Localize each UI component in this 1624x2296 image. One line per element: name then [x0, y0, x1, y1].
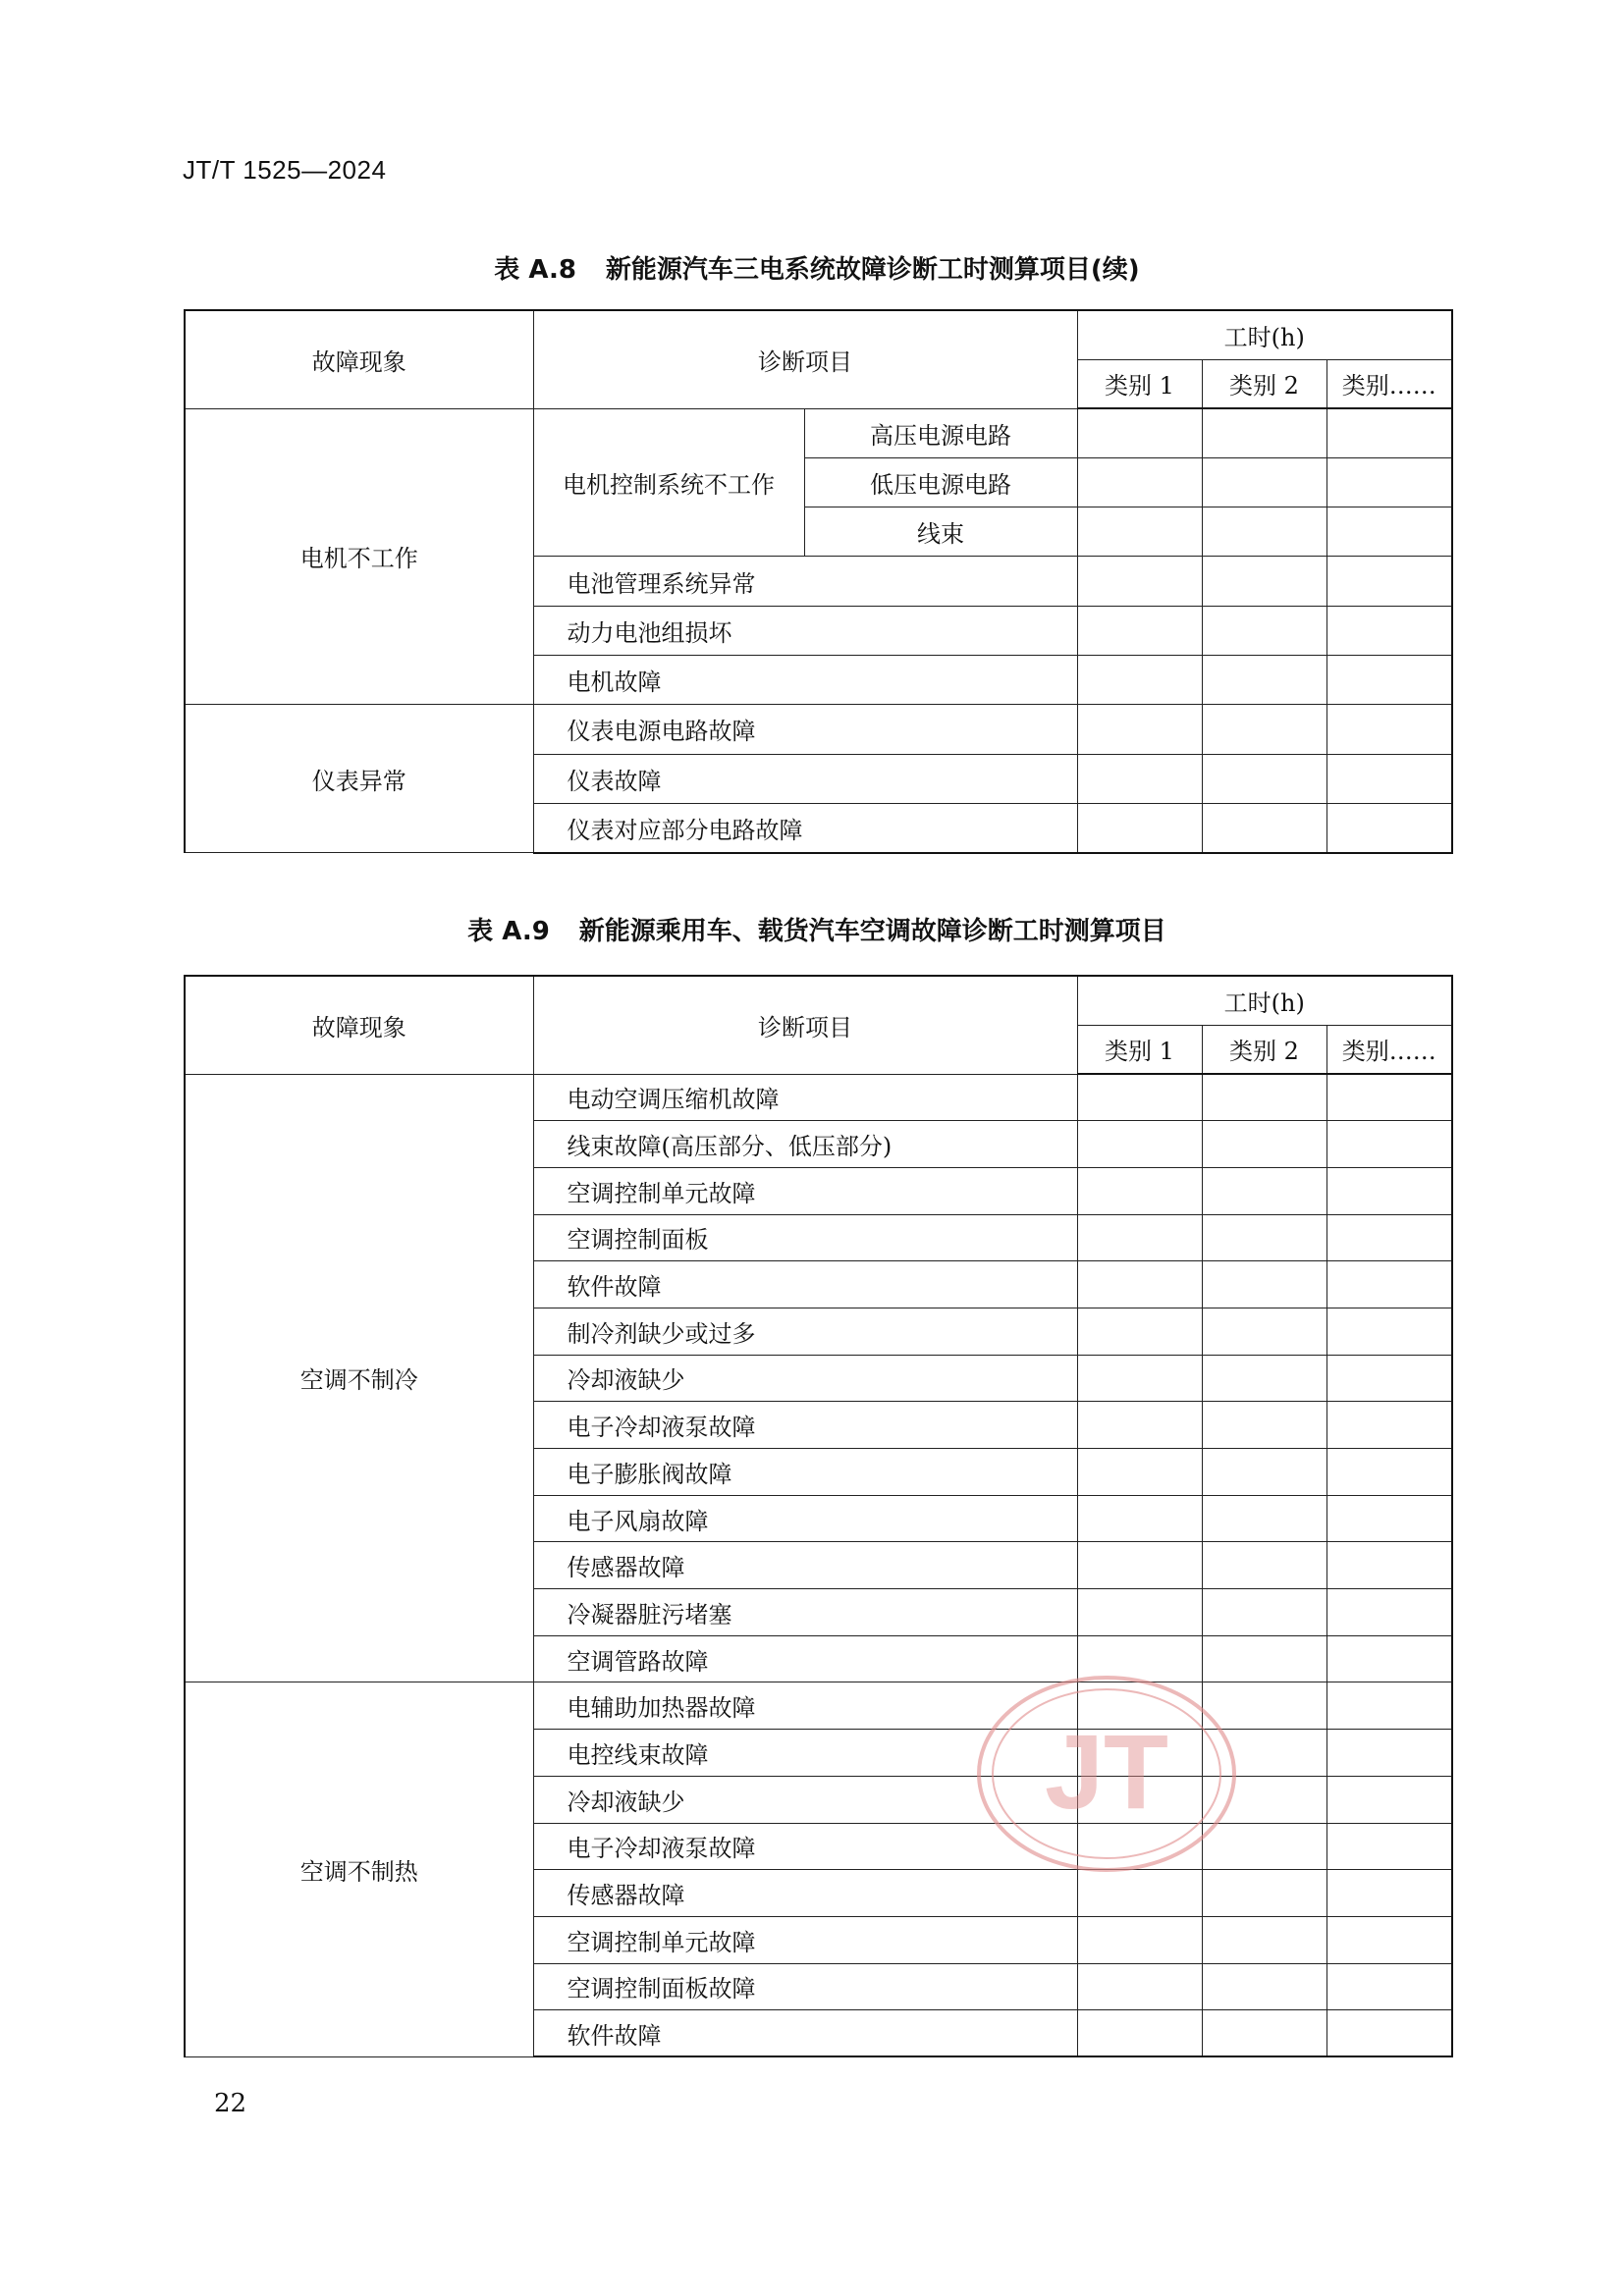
hours-cell[interactable] [1202, 705, 1326, 754]
hours-cell[interactable] [1077, 557, 1202, 606]
table-a8-title: 新能源汽车三电系统故障诊断工时测算项目(续) [605, 255, 1140, 285]
hours-cell[interactable] [1326, 557, 1452, 606]
diagnostic-item: 软件故障 [533, 2010, 1077, 2057]
col-header-hours: 工时(h) [1077, 976, 1452, 1025]
hours-cell[interactable] [1077, 754, 1202, 803]
col-header-category-more: 类别…… [1326, 1025, 1452, 1074]
symptom-cell: 空调不制热 [185, 1682, 533, 2057]
hours-cell[interactable] [1202, 754, 1326, 803]
hours-cell[interactable] [1326, 1730, 1452, 1777]
hours-cell[interactable] [1202, 1589, 1326, 1636]
hours-cell[interactable] [1326, 1776, 1452, 1823]
col-header-category-1: 类别 1 [1077, 359, 1202, 408]
hours-cell[interactable] [1326, 1308, 1452, 1355]
hours-cell[interactable] [1202, 1916, 1326, 1963]
hours-cell[interactable] [1202, 803, 1326, 852]
symptom-cell: 空调不制冷 [185, 1074, 533, 1682]
hours-cell[interactable] [1077, 507, 1202, 557]
hours-cell[interactable] [1077, 1261, 1202, 1308]
hours-cell[interactable] [1326, 507, 1452, 557]
hours-cell[interactable] [1077, 1870, 1202, 1917]
hours-cell[interactable] [1077, 2010, 1202, 2057]
col-header-item: 诊断项目 [533, 976, 1077, 1074]
hours-cell[interactable] [1202, 1074, 1326, 1121]
diagnostic-item: 高压电源电路 [804, 408, 1077, 457]
diagnostic-item: 低压电源电路 [804, 457, 1077, 507]
diagnostic-item: 线束 [804, 507, 1077, 557]
hours-cell[interactable] [1326, 1495, 1452, 1542]
hours-cell[interactable] [1326, 1916, 1452, 1963]
standard-code: JT/T 1525—2024 [183, 155, 387, 185]
diagnostic-item: 电子风扇故障 [533, 1495, 1077, 1542]
hours-cell[interactable] [1202, 1355, 1326, 1402]
seal-text: JT [1044, 1712, 1169, 1831]
diagnostic-item: 动力电池组损坏 [533, 606, 1077, 655]
diagnostic-item: 冷凝器脏污堵塞 [533, 1589, 1077, 1636]
hours-cell[interactable] [1326, 754, 1452, 803]
diagnostic-item: 冷却液缺少 [533, 1776, 1077, 1823]
diagnostic-item: 空调控制单元故障 [533, 1916, 1077, 1963]
hours-cell[interactable] [1077, 1214, 1202, 1261]
hours-cell[interactable] [1326, 1963, 1452, 2010]
table-a9-number: 表 A.9 [467, 917, 550, 946]
hours-cell[interactable] [1202, 1167, 1326, 1214]
hours-cell[interactable] [1202, 1308, 1326, 1355]
hours-cell[interactable] [1326, 457, 1452, 507]
hours-cell[interactable] [1326, 606, 1452, 655]
hours-cell[interactable] [1202, 606, 1326, 655]
hours-cell[interactable] [1077, 803, 1202, 852]
hours-cell[interactable] [1202, 1963, 1326, 2010]
hours-cell[interactable] [1202, 1870, 1326, 1917]
hours-cell[interactable] [1326, 408, 1452, 457]
hours-cell[interactable] [1202, 2010, 1326, 2057]
hours-cell[interactable] [1202, 1542, 1326, 1589]
table-a9-caption [183, 911, 1451, 947]
hours-cell[interactable] [1077, 655, 1202, 704]
hours-cell[interactable] [1077, 606, 1202, 655]
hours-cell[interactable] [1326, 803, 1452, 852]
hours-cell[interactable] [1326, 1870, 1452, 1917]
diagnostic-item: 制冷剂缺少或过多 [533, 1308, 1077, 1355]
hours-cell[interactable] [1077, 1963, 1202, 2010]
hours-cell[interactable] [1326, 1261, 1452, 1308]
hours-cell[interactable] [1077, 1308, 1202, 1355]
symptom-cell: 电机不工作 [185, 408, 533, 705]
hours-cell[interactable] [1326, 1167, 1452, 1214]
hours-cell[interactable] [1202, 507, 1326, 557]
hours-cell[interactable] [1202, 1449, 1326, 1496]
hours-cell[interactable] [1202, 1402, 1326, 1449]
hours-cell[interactable] [1326, 1355, 1452, 1402]
hours-cell[interactable] [1202, 1214, 1326, 1261]
hours-cell[interactable] [1202, 408, 1326, 457]
diagnostic-item: 传感器故障 [533, 1870, 1077, 1917]
diagnostic-item: 电机故障 [533, 655, 1077, 704]
hours-cell[interactable] [1326, 1823, 1452, 1870]
diagnostic-item: 线束故障(高压部分、低压部分) [533, 1121, 1077, 1168]
col-header-symptom: 故障现象 [185, 976, 533, 1074]
hours-cell[interactable] [1202, 655, 1326, 704]
hours-cell[interactable] [1326, 1402, 1452, 1449]
hours-cell[interactable] [1326, 1074, 1452, 1121]
hours-cell[interactable] [1077, 1402, 1202, 1449]
hours-cell[interactable] [1077, 1355, 1202, 1402]
hours-cell[interactable] [1077, 705, 1202, 754]
col-header-category-2: 类别 2 [1202, 359, 1326, 408]
diagnostic-item: 电子膨胀阀故障 [533, 1449, 1077, 1496]
hours-cell[interactable] [1326, 705, 1452, 754]
hours-cell[interactable] [1326, 1214, 1452, 1261]
table-a9-title: 新能源乘用车、载货汽车空调故障诊断工时测算项目 [578, 917, 1166, 946]
jt-seal-watermark [974, 1673, 1239, 1875]
diagnostic-item: 电池管理系统异常 [533, 557, 1077, 606]
diagnostic-item: 冷却液缺少 [533, 1355, 1077, 1402]
col-header-category-1: 类别 1 [1077, 1025, 1202, 1074]
diagnostic-item: 电动空调压缩机故障 [533, 1074, 1077, 1121]
sub-group-cell: 电机控制系统不工作 [533, 408, 804, 557]
diagnostic-item: 空调控制面板 [533, 1214, 1077, 1261]
col-header-hours: 工时(h) [1077, 310, 1452, 359]
diagnostic-item: 电子冷却液泵故障 [533, 1823, 1077, 1870]
diagnostic-item: 电子冷却液泵故障 [533, 1402, 1077, 1449]
hours-cell[interactable] [1077, 408, 1202, 457]
hours-cell[interactable] [1202, 457, 1326, 507]
diagnostic-item: 仪表故障 [533, 754, 1077, 803]
diagnostic-item: 仪表电源电路故障 [533, 705, 1077, 754]
diagnostic-item: 传感器故障 [533, 1542, 1077, 1589]
hours-cell[interactable] [1202, 1495, 1326, 1542]
page-number: 22 [214, 2089, 247, 2118]
hours-cell[interactable] [1326, 1635, 1452, 1682]
table-a8-caption [183, 249, 1451, 286]
hours-cell[interactable] [1202, 1261, 1326, 1308]
symptom-cell: 仪表异常 [185, 705, 533, 853]
hours-cell[interactable] [1202, 1121, 1326, 1168]
hours-cell[interactable] [1077, 1121, 1202, 1168]
hours-cell[interactable] [1326, 1121, 1452, 1168]
diagnostic-item: 空调管路故障 [533, 1635, 1077, 1682]
hours-cell[interactable] [1077, 457, 1202, 507]
hours-cell[interactable] [1077, 1167, 1202, 1214]
diagnostic-item: 电控线束故障 [533, 1730, 1077, 1777]
col-header-item: 诊断项目 [533, 310, 1077, 408]
diagnostic-item: 空调控制单元故障 [533, 1167, 1077, 1214]
table-a8-number: 表 A.8 [494, 255, 576, 285]
hours-cell[interactable] [1077, 1495, 1202, 1542]
diagnostic-item: 仪表对应部分电路故障 [533, 803, 1077, 852]
hours-cell[interactable] [1326, 655, 1452, 704]
hours-cell[interactable] [1202, 557, 1326, 606]
hours-cell[interactable] [1326, 2010, 1452, 2057]
hours-cell[interactable] [1326, 1542, 1452, 1589]
hours-cell[interactable] [1326, 1449, 1452, 1496]
hours-cell[interactable] [1077, 1074, 1202, 1121]
table-a8 [184, 309, 1453, 854]
hours-cell[interactable] [1326, 1682, 1452, 1730]
diagnostic-item: 软件故障 [533, 1261, 1077, 1308]
hours-cell[interactable] [1077, 1916, 1202, 1963]
hours-cell[interactable] [1077, 1542, 1202, 1589]
col-header-category-2: 类别 2 [1202, 1025, 1326, 1074]
hours-cell[interactable] [1077, 1449, 1202, 1496]
hours-cell[interactable] [1326, 1589, 1452, 1636]
col-header-symptom: 故障现象 [185, 310, 533, 408]
diagnostic-item: 空调控制面板故障 [533, 1963, 1077, 2010]
hours-cell[interactable] [1077, 1589, 1202, 1636]
table-a9 [184, 975, 1453, 2057]
diagnostic-item: 电辅助加热器故障 [533, 1682, 1077, 1730]
col-header-category-more: 类别…… [1326, 359, 1452, 408]
